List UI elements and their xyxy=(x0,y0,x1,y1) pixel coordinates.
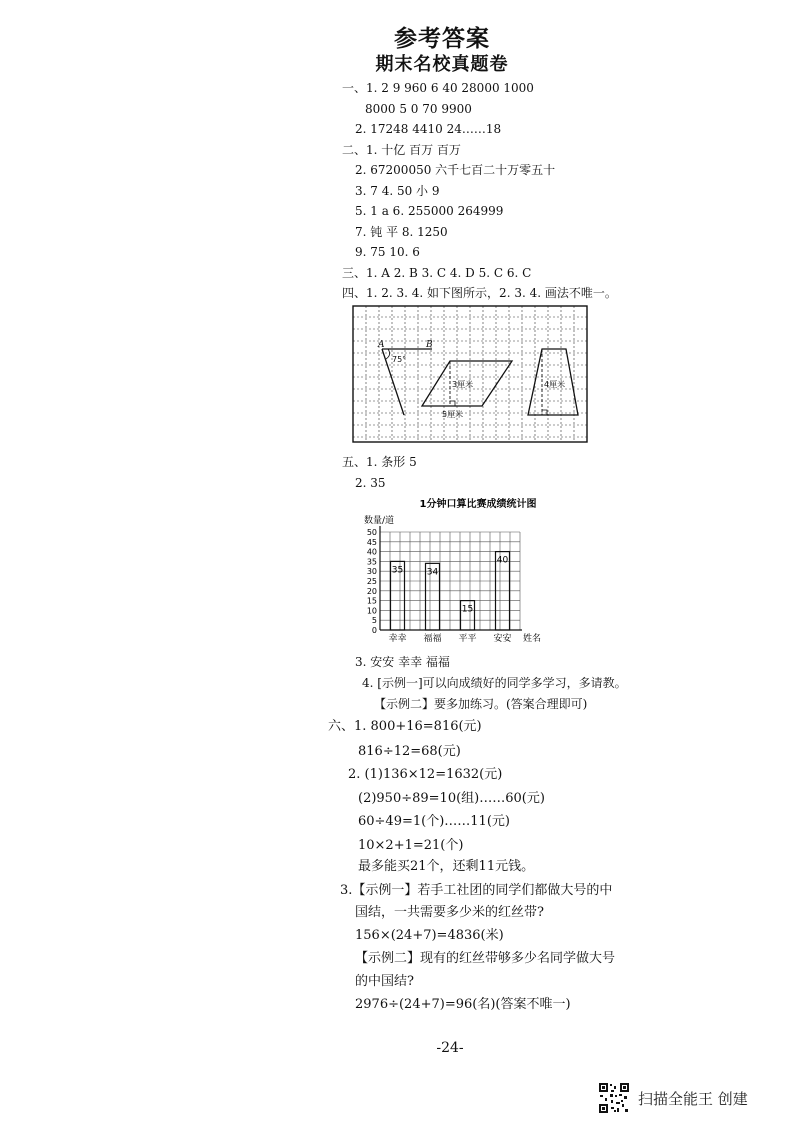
answer-line: 一、1. 2 9 960 6 40 28000 1000 xyxy=(342,81,534,95)
y-tick-label: 0 xyxy=(371,626,377,635)
answer-line: 的中国结? xyxy=(355,974,414,989)
answer-line: 7. 钝 平 8. 1250 xyxy=(355,225,448,239)
angle-arc xyxy=(386,349,390,359)
y-tick-label: 40 xyxy=(366,547,377,557)
answer-line: 3.【示例一】若手工社团的同学们都做大号的中 xyxy=(340,883,613,898)
answer-line: 二、1. 十亿 百万 百万 xyxy=(342,143,461,157)
y-tick-label: 35 xyxy=(366,557,377,567)
x-tick-label: 安安 xyxy=(493,634,512,644)
answer-line: 816÷12=68(元) xyxy=(358,744,461,759)
answer-line: 六、1. 800+16=816(元) xyxy=(328,719,482,734)
y-tick-label: 10 xyxy=(366,606,377,616)
qr-code-icon xyxy=(598,1082,630,1114)
answer-line: 156×(24+7)=4836(米) xyxy=(355,928,504,943)
answer-line: 10×2+1=21(个) xyxy=(358,838,464,853)
bar-value-label: 40 xyxy=(496,555,509,566)
answer-line: (2)950÷89=10(组)……60(元) xyxy=(358,791,545,806)
answer-line: 2. 17248 4410 24……18 xyxy=(355,122,502,136)
answer-line: 2. 35 xyxy=(355,476,386,490)
answer-line: 4. [示例一]可以向成绩好的同学多学习，多请教。 xyxy=(362,676,627,690)
chart-grid xyxy=(380,526,522,630)
y-tick-label: 5 xyxy=(371,616,377,626)
y-tick-label: 25 xyxy=(366,577,377,586)
right-angle-mark-2 xyxy=(542,410,547,415)
x-tick-label: 幸幸 xyxy=(388,634,407,644)
answer-line: 2976÷(24+7)=96(名)(答案不唯一) xyxy=(355,997,571,1012)
answer-line: 国结，一共需要多少米的红丝带? xyxy=(355,905,544,920)
right-angle-mark-1 xyxy=(450,401,455,406)
answer-line: 四、1. 2. 3. 4. 如下图所示，2. 3. 4. 画法不唯一。 xyxy=(342,286,617,300)
x-tick-label: 福福 xyxy=(423,634,442,644)
answer-line: 【示例二】要多加练习。(答案合理即可) xyxy=(374,697,588,711)
answer-line: 最多能买21个，还剩11元钱。 xyxy=(358,859,535,874)
answer-line: 五、1. 条形 5 xyxy=(342,455,417,469)
y-tick-label: 45 xyxy=(366,537,377,547)
grid-lines xyxy=(353,306,587,442)
bar-value-label: 15 xyxy=(461,604,474,615)
answer-line: 三、1. A 2. B 3. C 4. D 5. C 6. C xyxy=(342,266,532,280)
label-b: B xyxy=(426,340,433,350)
label-a: A xyxy=(378,340,385,350)
y-tick-label: 20 xyxy=(366,586,377,596)
chart-title: 1分钟口算比赛成绩统计图 xyxy=(419,499,537,510)
answer-line: 60÷49=1(个)……11(元) xyxy=(358,814,510,829)
page-title: 参考答案 xyxy=(394,25,490,52)
height-label-1: 3厘米 xyxy=(452,380,474,389)
answer-line: 5. 1 a 6. 255000 264999 xyxy=(355,204,504,218)
chart-xticks xyxy=(388,632,511,644)
chart-yticks xyxy=(367,528,377,635)
answer-line: 3. 安安 幸幸 福福 xyxy=(355,655,450,669)
answer-line: 2. 67200050 六千七百二十万零五十 xyxy=(355,163,556,177)
answer-line: 2. (1)136×12=1632(元) xyxy=(348,767,503,782)
x-tick-label: 平平 xyxy=(458,634,477,644)
scanner-label: 扫描全能王 创建 xyxy=(638,1089,748,1108)
height-label-2: 4厘米 xyxy=(544,380,566,389)
bar-value-label: 34 xyxy=(426,567,439,578)
answer-line: 8000 5 0 70 9900 xyxy=(365,102,472,116)
scanner-watermark xyxy=(598,1082,748,1114)
y-tick-label: 30 xyxy=(366,567,377,577)
geometry-grid-figure xyxy=(352,305,588,443)
bar-value-label: 35 xyxy=(391,565,404,576)
answer-line: 9. 75 10. 6 xyxy=(355,245,420,259)
angle-label: 75° xyxy=(392,355,407,364)
y-tick-label: 15 xyxy=(366,596,377,606)
answer-line: 【示例二】现有的红丝带够多少名同学做大号 xyxy=(355,951,616,966)
chart-ylabel: 数量/道 xyxy=(364,516,395,526)
bar-chart xyxy=(358,498,548,648)
page-number: -24- xyxy=(436,1040,464,1056)
base-label-1: 5厘米 xyxy=(442,410,464,419)
answer-line: 3. 7 4. 50 小 9 xyxy=(355,184,440,198)
page-subtitle: 期末名校真题卷 xyxy=(375,54,509,75)
chart-xlabel: 姓名 xyxy=(523,634,542,644)
y-tick-label: 50 xyxy=(366,528,377,537)
